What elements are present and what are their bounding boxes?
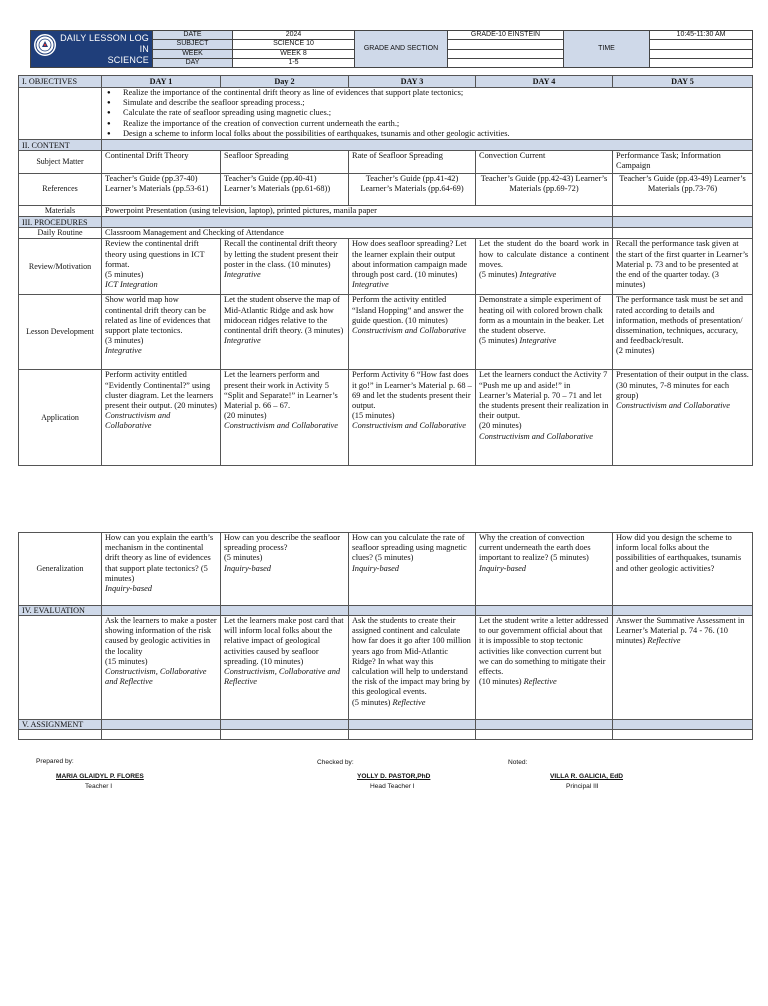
noted-name: VILLA R. GALICIA, EdD	[550, 773, 624, 780]
subject-matter-label: Subject Matter	[19, 151, 102, 174]
evaluation-label-blank	[19, 616, 102, 720]
lesson-log-table	[18, 75, 753, 466]
day-2-heading: Day 2	[221, 76, 349, 88]
references-cell: Teacher’s Guide (pp.43-49) Learner’s Materials (pp.73-76)	[613, 174, 753, 206]
generalization-label: Generalization	[19, 533, 102, 606]
lesson-dev-strategy: Integrative	[105, 346, 142, 356]
evaluation-text: Let the learners make post card that will inform local folks about the relative impact of geological activities caused by seafloor spreading. (10 minutes)	[224, 616, 344, 666]
assignment-cell	[613, 730, 753, 740]
application-text: Perform activity entitled “Evidently Continental?” using cluster diagram. Let the learners present their output. (20 minutes)	[105, 370, 217, 411]
lesson-dev-text: Show world map how continental drift theory can be related as line of evidences that support plate tectonics. (3 minutes)	[105, 295, 211, 346]
grade-blank-1	[448, 40, 564, 49]
subject-matter-cell: Seafloor Spreading	[221, 151, 349, 174]
subject-label: SUBJECT	[153, 40, 233, 49]
grade-blank-2	[448, 49, 564, 58]
objective-item: ● Simulate and describe the seafloor spreading process.;	[123, 98, 749, 108]
generalization-cell	[102, 533, 221, 606]
checked-by-name: YOLLY D. PASTOR,PhD	[357, 773, 431, 780]
prepared-by-label: Prepared by:	[36, 758, 74, 765]
time-blank-3	[650, 58, 753, 67]
evaluation-strategy: Reflective	[392, 697, 426, 707]
assignment-heading-fill	[221, 720, 349, 730]
review-strategy: Integrative	[352, 280, 389, 290]
evaluation-text: Let the student write a letter addressed to our government official about that it is impossible to stop tectonic activities like convection current but we can do something to mitigate their effects. (10 minutes)	[479, 616, 609, 687]
lesson-log-table-continued	[18, 532, 753, 740]
lesson-dev-cell	[613, 295, 753, 370]
checked-by-label: Checked by:	[317, 759, 354, 766]
evaluation-strategy: Constructivism, Collaborative and Reflective	[105, 667, 207, 687]
application-text: Presentation of their output in the class. (30 minutes, 7-8 minutes for each group)	[616, 370, 749, 400]
application-label: Application	[19, 370, 102, 466]
subject-matter-cell: Continental Drift Theory	[102, 151, 221, 174]
review-strategy: Integrative	[224, 270, 261, 280]
grade-label: GRADE AND SECTION	[355, 31, 448, 68]
assignment-cell	[19, 730, 102, 740]
assignment-heading-fill	[613, 720, 753, 730]
time-blank-2	[650, 49, 753, 58]
application-text: Perform Activity 6 “How fast does it go!” in Learner’s Material p. 68 – 69 and let the students present their output. (15 minutes)	[352, 370, 472, 421]
evaluation-strategy: Reflective	[523, 677, 557, 687]
review-text: Let the student do the board work in how to calculate distance a continent moves. (5 minutes)	[479, 239, 609, 280]
materials-blank	[613, 206, 753, 217]
review-text: Recall the continental drift theory by letting the student present their poster in the class. (10 minutes)	[224, 239, 339, 269]
procedures-heading: III. PROCEDURES	[19, 217, 102, 228]
generalization-cell	[221, 533, 349, 606]
subject-value: SCIENCE 10	[233, 40, 355, 49]
lesson-dev-cell	[221, 295, 349, 370]
grade-value: GRADE-10 EINSTEIN	[448, 31, 564, 40]
lesson-dev-strategy: Constructivism and Collaborative	[352, 326, 466, 336]
evaluation-heading-fill	[221, 606, 349, 616]
generalization-text: Why the creation of convection current underneath the earth does important to realize? (5 minutes)	[479, 533, 591, 563]
references-cell: Teacher’s Guide (pp.41-42) Learner’s Materials (pp.64-69)	[349, 174, 476, 206]
day-value: 1-5	[233, 58, 355, 67]
checked-by-role: Head Teacher I	[370, 783, 415, 790]
assignment-heading-fill	[476, 720, 613, 730]
generalization-text: How did you design the scheme to inform local folks about the possibilities of earthquakes, tsunamis and other geologic activities?	[616, 533, 742, 573]
evaluation-heading-fill	[476, 606, 613, 616]
application-strategy: Constructivism and Collaborative	[105, 411, 171, 431]
evaluation-cell	[349, 616, 476, 720]
review-cell	[349, 239, 476, 295]
daily-routine-cell: Classroom Management and Checking of Attendance	[102, 228, 613, 239]
application-strategy: Constructivism and Collaborative	[479, 431, 593, 441]
date-label: DATE	[153, 31, 233, 40]
lesson-dev-cell	[102, 295, 221, 370]
review-label: Review/Motivation	[19, 239, 102, 295]
noted-role: Principal III	[566, 783, 599, 790]
content-heading: II. CONTENT	[19, 140, 102, 151]
evaluation-strategy: Constructivism, Collaborative and Reflective	[224, 667, 341, 687]
lesson-log-header	[30, 30, 752, 68]
evaluation-heading-fill	[349, 606, 476, 616]
objectives-heading: I. OBJECTIVES	[19, 76, 102, 88]
assignment-cell	[349, 730, 476, 740]
evaluation-heading: IV. EVALUATION	[19, 606, 102, 616]
subject-matter-cell: Rate of Seafloor Spreading	[349, 151, 476, 174]
daily-routine-label: Daily Routine	[19, 228, 102, 239]
review-cell	[221, 239, 349, 295]
lesson-dev-strategy: Integrative	[224, 336, 261, 346]
references-cell: Teacher’s Guide (pp.40-41) Learner’s Materials (pp.61-68))	[221, 174, 349, 206]
lesson-dev-label: Lesson Development	[19, 295, 102, 370]
week-value: WEEK 8	[233, 49, 355, 58]
noted-label: Noted:	[508, 759, 528, 766]
prepared-by-role: Teacher I	[85, 783, 113, 790]
objective-item: ● Realize the importance of the continental drift theory as line of evidences that support plate tectonics;	[123, 88, 749, 98]
application-strategy: Constructivism and Collaborative	[224, 421, 338, 431]
review-strategy: Integrative	[519, 270, 557, 280]
time-label: TIME	[564, 31, 650, 68]
evaluation-cell	[613, 616, 753, 720]
objective-item: ● Realize the importance of the creation of convection current underneath the earth.;	[123, 119, 749, 129]
procedures-heading-blank	[613, 217, 753, 228]
brand-block	[31, 31, 153, 68]
generalization-text: How can you explain the earth’s mechanism in the continental drift theory as line of evidences that support plate tectonics? (5 minutes)	[105, 533, 214, 583]
evaluation-text: Ask the students to create their assigned continent and calculate how far does it go after 100 million years ago from Mid-Atlantic Ridge? In what way this calculation will help to understand the risk of the impact may bring by this geological events. (5 minutes)	[352, 616, 471, 707]
review-cell	[613, 239, 753, 295]
evaluation-heading-fill	[613, 606, 753, 616]
assignment-cell	[221, 730, 349, 740]
day-1-heading: DAY 1	[102, 76, 221, 88]
application-strategy: Constructivism and Collaborative	[616, 401, 730, 411]
application-cell	[102, 370, 221, 466]
generalization-text: How can you describe the seafloor spreading process? (5 minutes)	[224, 533, 341, 563]
review-strategy: ICT Integration	[105, 280, 158, 290]
brand-line-2: IN	[139, 44, 149, 54]
assignment-cell	[102, 730, 221, 740]
generalization-strategy: Inquiry-based	[479, 563, 526, 573]
review-text: How does seafloor spreading? Let the learner explain their output about information campaign made through post card. (10 minutes)	[352, 239, 468, 280]
objectives-spacer	[19, 88, 102, 140]
evaluation-text: Answer the Summative Assessment in Learner’s Material p. 74 - 76. (10 minutes)	[616, 616, 745, 646]
generalization-strategy: Inquiry-based	[105, 584, 152, 594]
lesson-dev-text: The performance task must be set and rated according to details and information, methods of presentation/ dissemination, techniques, accuracy, and feedback/result. (2 minutes)	[616, 295, 743, 356]
application-cell	[221, 370, 349, 466]
subject-matter-cell: Performance Task; Information Campaign	[613, 151, 753, 174]
day-3-heading: DAY 3	[349, 76, 476, 88]
application-strategy: Constructivism and Collaborative	[352, 421, 466, 431]
generalization-cell	[349, 533, 476, 606]
daily-routine-blank	[613, 228, 753, 239]
lesson-dev-text: Demonstrate a simple experiment of heating oil with colored brown chalk form as a mountain in the beaker. Let the student observe. (5 minutes)	[479, 295, 605, 346]
assignment-heading-fill	[102, 720, 221, 730]
application-text: Let the learners perform and present their work in Activity 5 “Split and Separate!” in Learner’s Material p. 66 – 67. (20 minutes)	[224, 370, 338, 421]
generalization-strategy: Inquiry-based	[352, 563, 399, 573]
brand-line-3: SCIENCE	[107, 55, 149, 65]
assignment-cell	[476, 730, 613, 740]
evaluation-strategy: Reflective	[647, 636, 681, 646]
prepared-by-name: MARIA GLAIDYL P. FLORES	[56, 773, 144, 780]
evaluation-cell	[102, 616, 221, 720]
materials-label: Materials	[19, 206, 102, 217]
generalization-text: How can you calculate the rate of seafloor spreading using magnetic clues? (5 minutes)	[352, 533, 467, 563]
date-value: 2024	[233, 31, 355, 40]
application-cell	[349, 370, 476, 466]
day-4-heading: DAY 4	[476, 76, 613, 88]
objective-item: ● Calculate the rate of seafloor spreading using magnetic clues.;	[123, 108, 749, 118]
generalization-cell	[476, 533, 613, 606]
assignment-heading-fill	[349, 720, 476, 730]
references-label: References	[19, 174, 102, 206]
generalization-strategy: Inquiry-based	[224, 563, 271, 573]
week-label: WEEK	[153, 49, 233, 58]
lesson-dev-text: Let the student observe the map of Mid-Atlantic Ridge and ask how midocean ridges relative to the continental drift theory. (3 minutes)	[224, 295, 344, 336]
time-blank-1	[650, 40, 753, 49]
subject-matter-cell: Convection Current	[476, 151, 613, 174]
evaluation-cell	[476, 616, 613, 720]
grade-blank-3	[448, 58, 564, 67]
application-cell	[613, 370, 753, 466]
day-5-heading: DAY 5	[613, 76, 753, 88]
review-text: Recall the performance task given at the start of the first quarter in Learner’s Material p. 73 and to be presented at the end of the quarter today. (3 minutes)	[616, 239, 749, 290]
objective-item: ● Design a scheme to inform local folks about the possibilities of earthquakes, tsunamis and other geologic activities.	[123, 129, 749, 139]
lesson-dev-strategy: Integrative	[519, 336, 557, 346]
review-cell	[476, 239, 613, 295]
application-cell	[476, 370, 613, 466]
lesson-dev-cell	[476, 295, 613, 370]
procedures-heading-fill	[102, 217, 613, 228]
objectives-list-cell	[102, 88, 753, 140]
review-text: Review the continental drift theory using questions in ICT format. (5 minutes)	[105, 239, 205, 280]
lesson-dev-text: Perform the activity entitled “Island Hopping” and answer the guide question. (10 minutes)	[352, 295, 464, 325]
generalization-cell	[613, 533, 753, 606]
content-heading-fill	[102, 140, 753, 151]
day-label: DAY	[153, 58, 233, 67]
references-cell: Teacher’s Guide (pp.37-40) Learner’s Materials (pp.53-61)	[102, 174, 221, 206]
time-value: 10:45-11:30 AM	[650, 31, 753, 40]
brand-line-1: DAILY LESSON LOG	[60, 33, 149, 43]
evaluation-text: Ask the learners to make a poster showing information of the risk caused by geologic activities in the locality (15 minutes)	[105, 616, 217, 666]
review-cell	[102, 239, 221, 295]
lesson-dev-cell	[349, 295, 476, 370]
materials-cell: Powerpoint Presentation (using television, laptop), printed pictures, manila paper	[102, 206, 613, 217]
references-cell: Teacher’s Guide (pp.42-43) Learner’s Materials (pp.69-72)	[476, 174, 613, 206]
deped-seal-icon	[34, 34, 56, 56]
assignment-heading: V. ASSIGNMENT	[19, 720, 102, 730]
application-text: Let the learners conduct the Activity 7 “Push me up and aside!” in Learner’s Material p. 70 – 71 and let the students present their realization in their output. (20 minutes)	[479, 370, 609, 431]
evaluation-cell	[221, 616, 349, 720]
evaluation-heading-fill	[102, 606, 221, 616]
